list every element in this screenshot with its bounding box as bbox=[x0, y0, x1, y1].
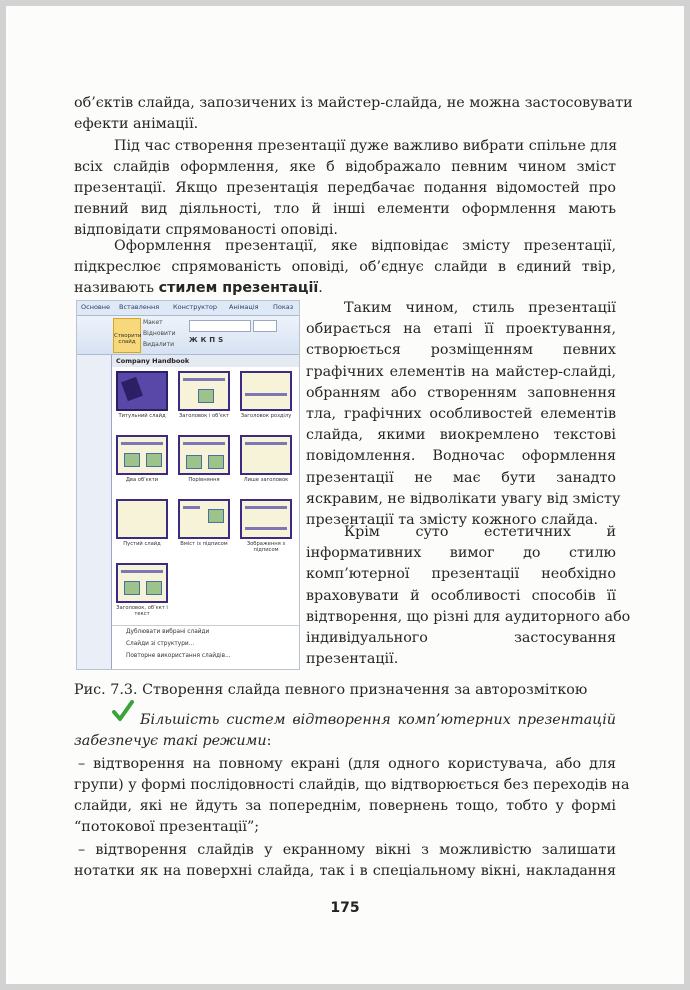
right-line: Крім суто естетичних й bbox=[344, 524, 616, 540]
layout-section-header[interactable] bbox=[240, 371, 292, 411]
right-line: слайда, якими виокремлено текстові bbox=[306, 427, 616, 444]
layout-label: Заголовок розділу bbox=[240, 413, 292, 419]
right-line: тла, графічних особливостей елементів bbox=[306, 405, 616, 422]
right-line: створюється розміщенням певних bbox=[306, 342, 616, 359]
layout-label: Лише заголовок bbox=[243, 477, 289, 483]
term-style: стилем презентації bbox=[158, 280, 319, 296]
right-line: комп’ютерної презентації необхідно bbox=[306, 566, 616, 583]
layout-label: Пустий слайд bbox=[123, 541, 161, 547]
reset-button[interactable]: Відновити bbox=[143, 330, 176, 337]
mode1-line-2: групи) у формі послідовності слайдів, що відтворюється без переходів на bbox=[74, 777, 630, 793]
tab-animation[interactable]: Анімація bbox=[229, 303, 259, 311]
design-line-1: Під час створення презентації дуже важливо вибрати спільне для bbox=[114, 138, 618, 154]
checkmark-icon bbox=[112, 700, 134, 722]
mode2-line-1: – відтворення слайдів у екранному вікні з можливістю залишати bbox=[78, 842, 616, 858]
mode1-line-1: – відтворення на повному екрані (для одного користувача, або для bbox=[78, 756, 616, 772]
layout-label: Порівняння bbox=[188, 477, 220, 483]
ribbon-tabs bbox=[77, 301, 299, 316]
tab-insert[interactable]: Вставлення bbox=[119, 303, 160, 311]
figure-screenshot bbox=[76, 300, 300, 670]
design-line-2: всіх слайдів оформлення, яке б відображало певним чином зміст bbox=[74, 159, 616, 175]
right-line: повідомлення. Водночас оформлення bbox=[306, 448, 616, 465]
layout-title-content[interactable] bbox=[178, 371, 230, 411]
ribbon: Створити слайд Макет Відновити Видалити ЖКПS bbox=[77, 316, 299, 355]
new-slide-button[interactable]: Створити слайд bbox=[113, 318, 141, 353]
right-paragraph-1 bbox=[306, 298, 621, 531]
mode2-line-2: нотатки як на поверхні слайда, так і в спеціальному вікні, накладання bbox=[74, 863, 616, 879]
tab-design[interactable]: Конструктор bbox=[173, 303, 217, 311]
right-paragraph-2 bbox=[306, 522, 631, 670]
layout-label: Два об’єкти bbox=[125, 477, 159, 483]
style-line-2: підкреслює спрямованість оповіді, об’єднує слайди в єдиний твір, bbox=[74, 259, 616, 275]
design-line-5: відповідати спрямованості оповіді. bbox=[74, 222, 338, 238]
layout-label: Вміст із підписом bbox=[180, 541, 228, 547]
page-number: 175 bbox=[330, 900, 360, 916]
right-line: графічних елементів на майстер-слайді, bbox=[306, 363, 616, 380]
right-line: індивідуального застосування bbox=[306, 629, 616, 646]
right-line: Таким чином, стиль презентації bbox=[344, 300, 616, 316]
right-line: презентації не має бути занадто bbox=[306, 469, 616, 486]
layout-picture-caption[interactable] bbox=[240, 499, 292, 539]
right-line: обирається на етапі її проектування, bbox=[306, 321, 616, 338]
layout-label: Зображення з підписом bbox=[246, 541, 286, 553]
right-line: презентації та змісту кожного слайда. bbox=[306, 511, 599, 528]
layout-title-slide[interactable] bbox=[116, 371, 168, 411]
right-line: відтворення, що різні для аудиторного або bbox=[306, 608, 631, 625]
layout-title-only[interactable] bbox=[240, 435, 292, 475]
modes-intro-line-2: забезпечує такі режими: bbox=[74, 733, 272, 749]
layout-button[interactable]: Макет bbox=[143, 319, 163, 326]
layout-label: Заголовок і об’єкт bbox=[178, 413, 230, 419]
slides-pane bbox=[77, 355, 111, 669]
right-line: обранням або створенням заповнення bbox=[306, 384, 616, 401]
layout-content-caption[interactable] bbox=[178, 499, 230, 539]
style-line-3: називають стилем презентації. bbox=[74, 280, 323, 296]
layout-label: Титульний слайд bbox=[118, 413, 166, 419]
style-line-1: Оформлення презентації, яке відповідає змісту презентації, bbox=[114, 238, 616, 254]
layout-gallery bbox=[111, 355, 300, 669]
delete-button[interactable]: Видалити bbox=[143, 341, 174, 348]
right-line: презентації. bbox=[306, 651, 399, 668]
layout-comparison[interactable] bbox=[178, 435, 230, 475]
gallery-title: Company Handbook bbox=[112, 355, 300, 367]
layout-label: Заголовок, об’єкт і текст bbox=[116, 605, 168, 617]
right-line: інформативних вимог до стилю bbox=[306, 545, 616, 562]
intro-line-1: об’єктів слайда, запозичених із майстер-слайда, не можна застосовувати bbox=[74, 95, 633, 111]
right-line: яскравим, не відволікати увагу від змісту bbox=[306, 490, 621, 507]
tab-home[interactable]: Основне bbox=[81, 303, 110, 311]
layout-two-content[interactable] bbox=[116, 435, 168, 475]
menu-slides-from-outline[interactable]: Слайди зі структури... bbox=[126, 641, 195, 647]
tab-slideshow[interactable]: Показ bbox=[273, 303, 294, 311]
design-line-3: презентації. Якщо презентація передбачає подання відомостей про bbox=[74, 180, 616, 196]
menu-duplicate-slides[interactable]: Дублювати вибрані слайди bbox=[126, 629, 210, 635]
mode1-line-4: “потокової презентації”; bbox=[74, 819, 260, 835]
design-line-4: певний вид діяльності, тло й інші елементи оформлення мають bbox=[74, 201, 616, 217]
menu-reuse-slides[interactable]: Повторне використання слайдів... bbox=[126, 653, 231, 659]
right-line: враховувати й особливості способів її bbox=[306, 587, 616, 604]
figure-caption: Рис. 7.3. Створення слайда певного призначення за авторозміткою bbox=[74, 682, 588, 698]
modes-intro-line-1: Більшість систем відтворення комп’ютерних презентацій bbox=[140, 712, 616, 728]
layout-blank[interactable] bbox=[116, 499, 168, 539]
intro-line-2: ефекти анімації. bbox=[74, 116, 199, 132]
layout-title-content-text[interactable] bbox=[116, 563, 168, 603]
mode1-line-3: слайди, які не йдуть за попереднім, повернень тощо, тобто у формі bbox=[74, 798, 616, 814]
